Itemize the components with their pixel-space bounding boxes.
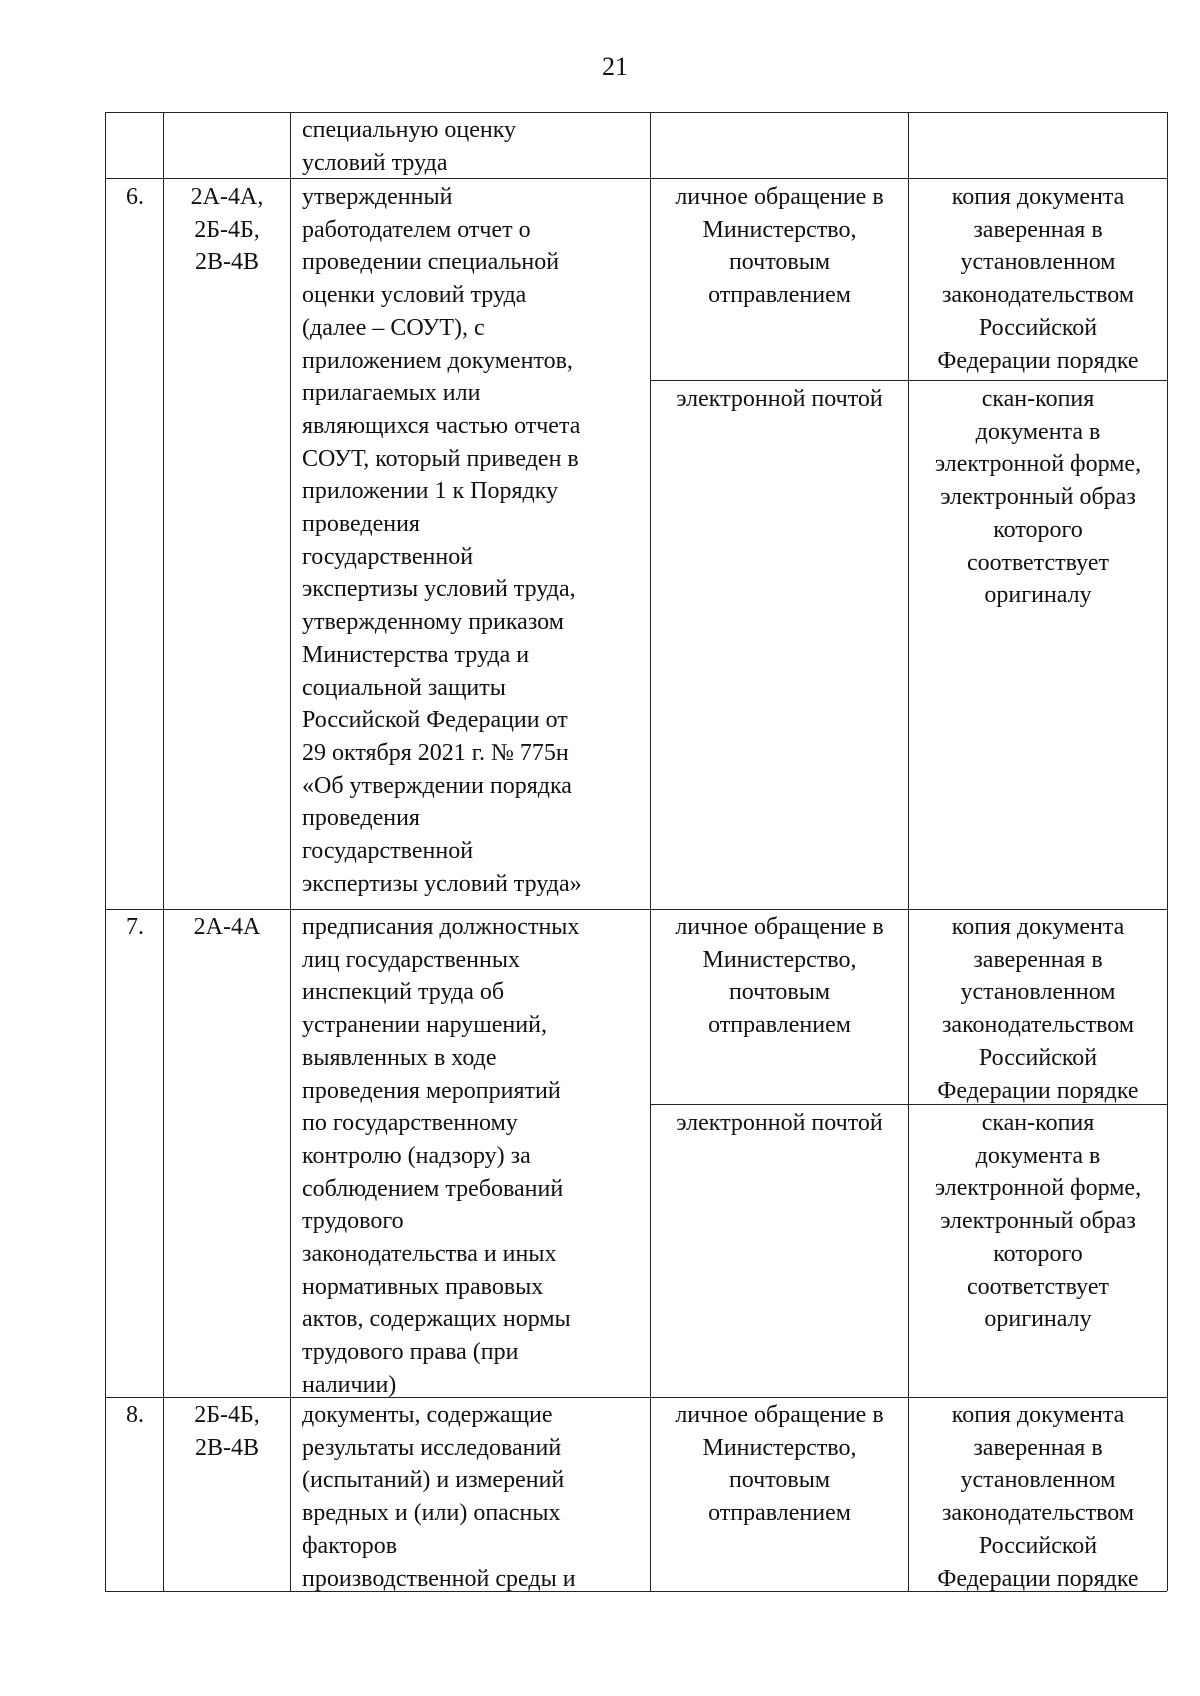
document-form-cell: копия документа заверенная в установленном законодательством Российской Федерации порядке bbox=[937, 1402, 1139, 1592]
row-divider bbox=[105, 909, 1167, 910]
document-form-cell: копия документа заверенная в установленном законодательством Российской Федерации порядке bbox=[937, 184, 1139, 374]
description-cell: утвержденный работодателем отчет о проведении специальной оценки условий труда (далее – СОУТ), с приложением документов, прилагаемых или являющихся частью отчета СОУТ, который приведен в приложении 1 к Порядку проведения государственной экспертизы условий труда, утвержденному приказом Министерства труда и социальной защиты Российской Федерации от 29 октября 2021 г. № 775н «Об утверждении порядка проведения государственной экспертизы условий труда» bbox=[302, 184, 582, 897]
column-divider bbox=[650, 112, 651, 1591]
row-number-cell: 6. bbox=[126, 184, 144, 210]
column-divider bbox=[908, 112, 909, 1591]
row-number-cell: 7. bbox=[126, 914, 144, 940]
document-form-cell: копия документа заверенная в установленном законодательством Российской Федерации порядке bbox=[937, 914, 1139, 1104]
description-cell: документы, содержащие результаты исследований (испытаний) и измерений вредных и (или) опасных факторов производственной среды и bbox=[302, 1402, 576, 1592]
submission-method-cell: личное обращение в Министерство, почтовым отправлением bbox=[675, 1402, 884, 1527]
codes-cell: 2А-4А bbox=[193, 914, 261, 940]
description-cell: специальную оценку условий труда bbox=[302, 117, 517, 176]
column-divider bbox=[163, 112, 164, 1591]
table-right-border bbox=[1167, 112, 1168, 1591]
codes-cell: 2А-4А, 2Б-4Б, 2В-4В bbox=[190, 184, 264, 276]
description-cell: предписания должностных лиц государственных инспекций труда об устранении нарушений, выявленных в ходе проведения мероприятий по государственному контролю (надзору) за соблюдением требований трудового законодательства и иных нормативных правовых актов, содержащих нормы трудового права (при наличии) bbox=[302, 914, 580, 1398]
submission-method-cell: личное обращение в Министерство, почтовым отправлением bbox=[675, 184, 884, 309]
codes-cell: 2Б-4Б, 2В-4В bbox=[194, 1402, 260, 1461]
row-number-cell: 8. bbox=[126, 1402, 144, 1428]
submission-method-cell: электронной почтой bbox=[676, 1110, 883, 1136]
table-left-border bbox=[105, 112, 106, 1591]
submission-method-cell: электронной почтой bbox=[676, 386, 883, 412]
submission-method-cell: личное обращение в Министерство, почтовым отправлением bbox=[675, 914, 884, 1039]
table-top-border bbox=[105, 112, 1167, 113]
document-form-cell: скан-копия документа в электронной форме, электронный образ которого соответствует оригиналу bbox=[934, 1110, 1142, 1333]
page-number: 21 bbox=[602, 52, 628, 81]
document-form-cell: скан-копия документа в электронной форме, электронный образ которого соответствует оригиналу bbox=[934, 386, 1142, 609]
column-divider bbox=[290, 112, 291, 1591]
